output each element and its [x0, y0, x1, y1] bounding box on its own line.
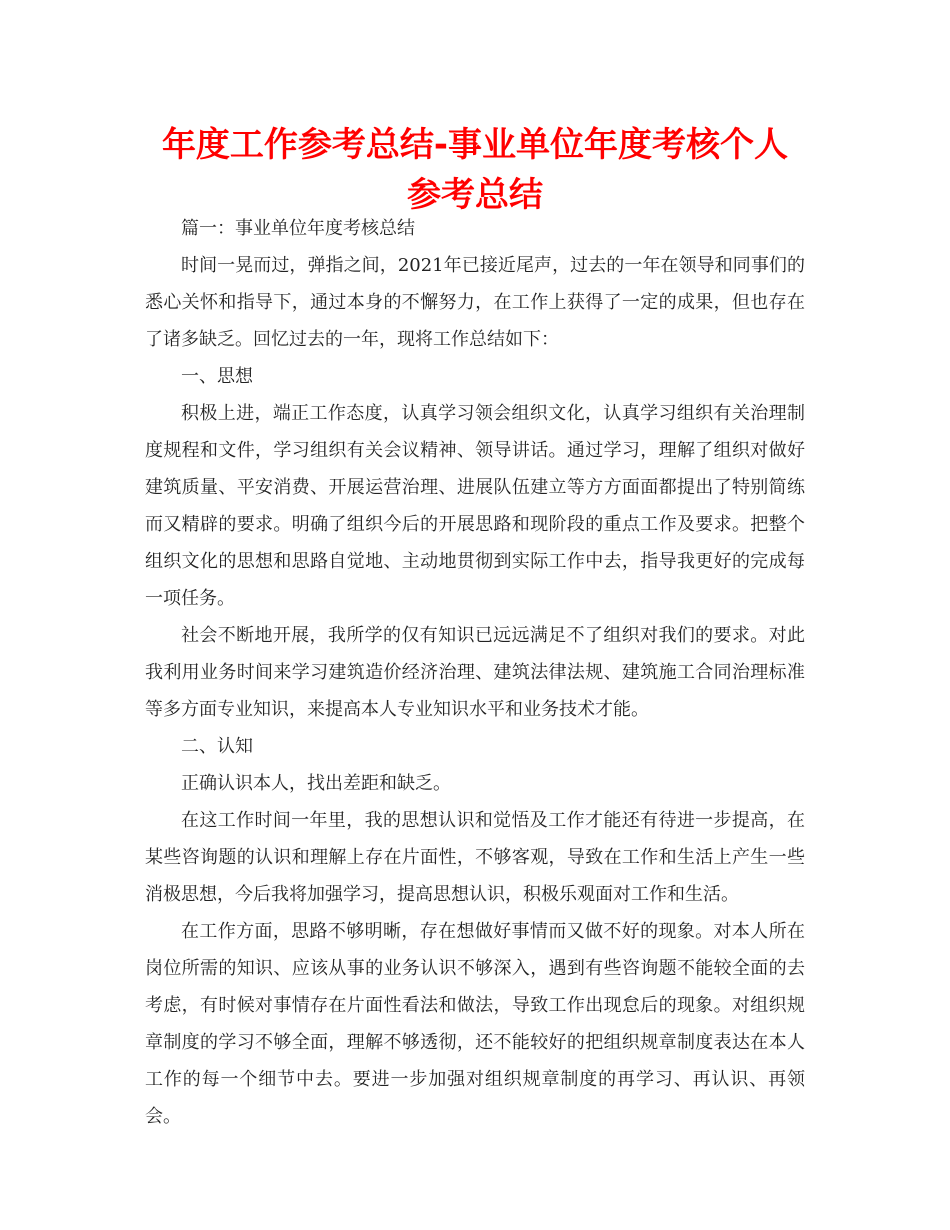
document-title: 年度工作参考总结-事业单位年度考核个人参考总结 [161, 125, 789, 215]
paragraph-thought-2: 社会不断地开展，我所学的仅有知识已远远满足不了组织对我们的要求。对此我利用业务时间来学习建筑造价经济治理、建筑法律法规、建筑施工合同治理标准等多方面专业知识，来提高本人专业知识水平和业务技术才能。 [145, 625, 805, 720]
document-body [145, 210, 805, 1135]
paragraph-cognition-3: 在工作方面，思路不够明晰，存在想做好事情而又做不好的现象。对本人所在岗位所需的知识、应该从事的业务认识不够深入，遇到有些咨询题不能较全面的去考虑，有时候对事情存在片面性看法和做法，导致工作出现怠后的现象。对组织规章制度的学习不够全面，理解不够透彻，还不能较好的把组织规章制度表达在本人工作的每一个细节中去。要进一步加强对组织规章制度的再学习、再认识、再领会。 [145, 921, 805, 1127]
paragraph-intro: 时间一晃而过，弹指之间，2021年已接近尾声，过去的一年在领导和同事们的悉心关怀和指导下，通过本身的不懈努力，在工作上获得了一定的成果，但也存在了诸多缺乏。回忆过去的一年，现将工作总结如下： [145, 255, 805, 350]
heading-thought: 一、思想 [181, 366, 253, 387]
paragraph-cognition-1: 正确认识本人，找出差距和缺乏。 [181, 773, 451, 794]
paragraph-section-heading: 篇一：事业单位年度考核总结 [181, 218, 415, 239]
paragraph-thought-1: 积极上进，端正工作态度，认真学习领会组织文化，认真学习组织有关治理制度规程和文件，学习组织有关会议精神、领导讲话。通过学习，理解了组织对做好建筑质量、平安消费、开展运营治理、进展队伍建立等方方面面都提出了特别简练而又精辟的要求。明确了组织今后的开展思路和现阶段的重点工作及要求。把整个组织文化的思想和思路自觉地、主动地贯彻到实际工作中去，指导我更好的完成每一项任务。 [145, 403, 805, 609]
heading-cognition: 二、认知 [181, 736, 253, 757]
paragraph-cognition-2: 在这工作时间一年里，我的思想认识和觉悟及工作才能还有待进一步提高，在某些咨询题的认识和理解上存在片面性，不够客观，导致在工作和生活上产生一些消极思想，今后我将加强学习，提高思想认识，积极乐观面对工作和生活。 [145, 810, 805, 905]
